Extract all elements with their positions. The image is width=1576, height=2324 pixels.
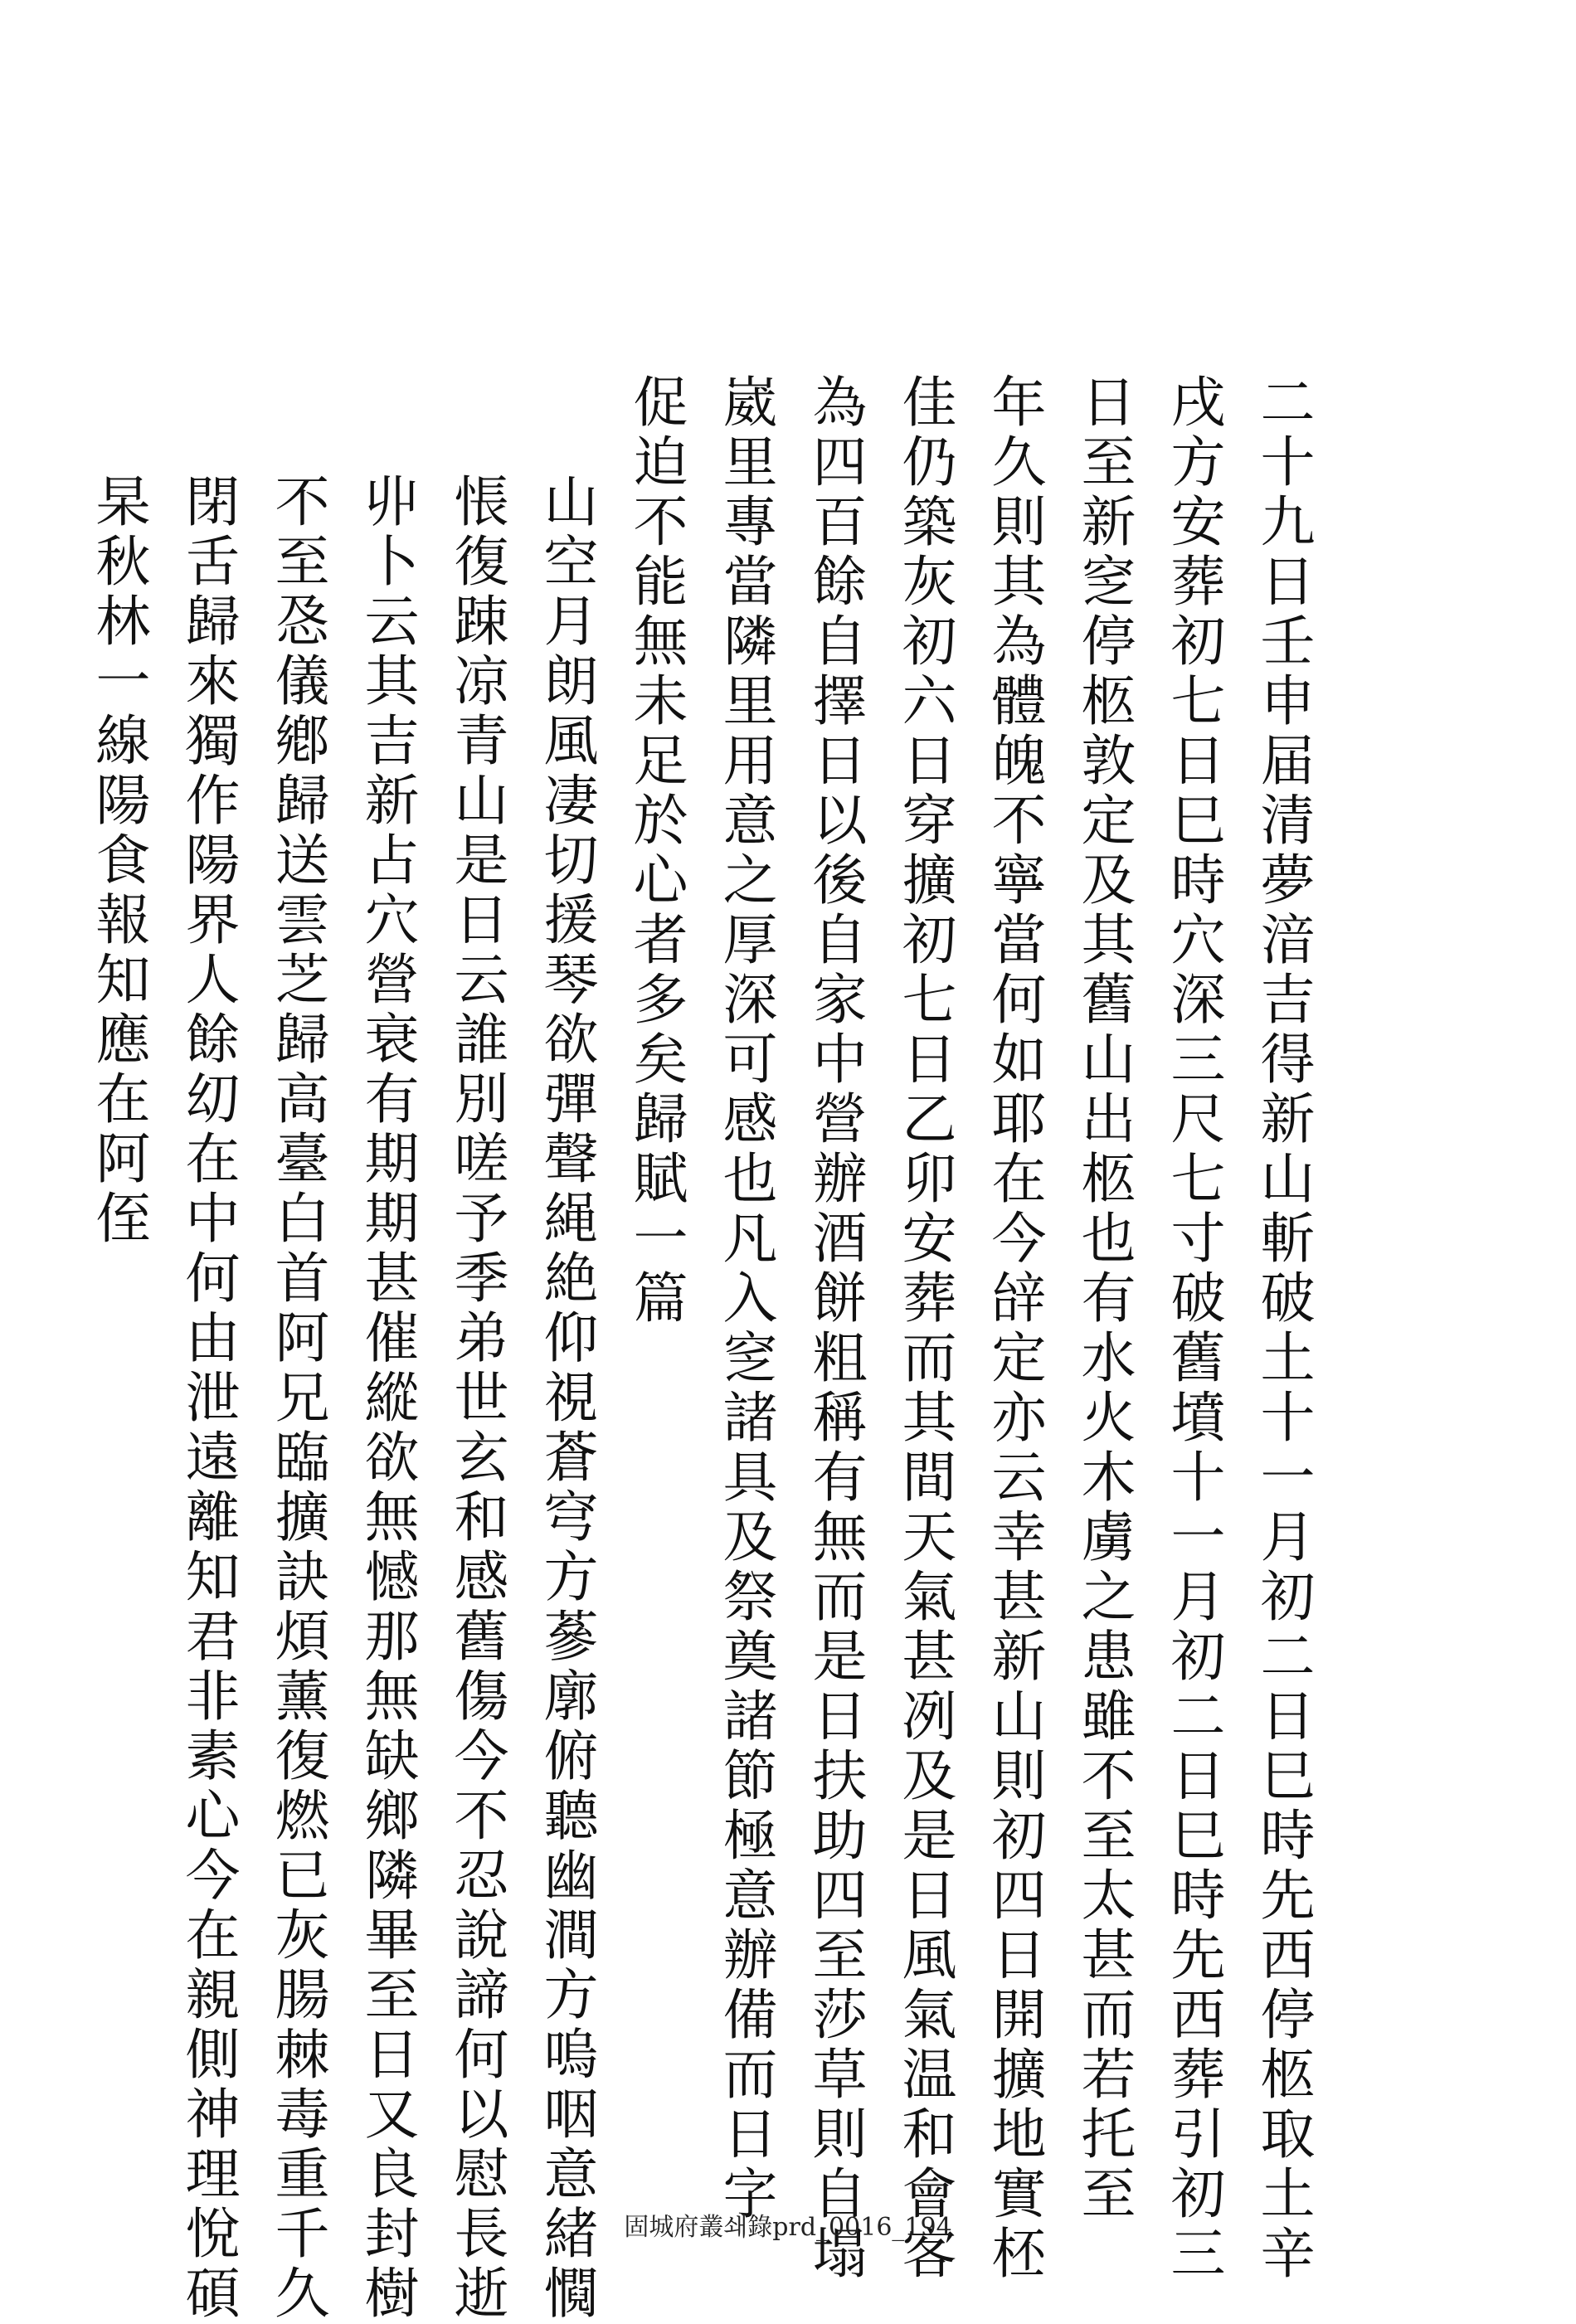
text-column: 崴里專當隣里用意之厚深可感也凡入窆諸具及祭奠諸節極意辦備而日字 (713, 373, 777, 2224)
poem-column: 閉舌歸來獨作陽界人餘㓜在中何由泄遠離知君非素心今在親側神理悅碩 (176, 473, 240, 2324)
page-footer-label: 固城府叢쇄錄prd_0016_194 (624, 2213, 952, 2242)
text-column: 二十九日壬申届清夢湆吉得新山斬破土十一月初二日巳時先西停柩取土辛 (1251, 373, 1315, 2284)
poem-column: 悵復踈凉青山是日云誰別嗟予季弟世玄和感舊傷今不忍說諦何以慰長逝 (445, 473, 508, 2324)
text-column: 戌方安葬初七日巳時穴深三尺七寸破舊墳十一月初二日巳時先西葬引初三 (1161, 373, 1225, 2284)
text-column: 日至新窆停柩敦定及其舊山出柩也有水火木虜之患雖不至太甚而若托至 (1072, 373, 1136, 2224)
poem-column: 丱卜云其吉新占穴營衰有期期甚催縱欲無憾那無缺鄉隣畢至日又良封樹 (355, 473, 419, 2324)
poem-column: 杲秋林一線陽食報知應在阿侄 (86, 473, 150, 1249)
text-column: 為四百餘自擇日以後自家中營辦酒餅粗稱有無而是日扶助四至莎草則自塌 (803, 373, 867, 2284)
poem-column: 山空月朗風凄切援琴欲彈聲䋲絶仰視蒼穹方蔘廓俯聽幽澗方嗚咽意緒㦦 (534, 473, 598, 2324)
poem-column: 不至㤂儀鄕歸送雲芝歸高臺白首阿兄臨擴訣煩薰復燃已灰腸棘毒重千久 (265, 473, 329, 2324)
text-column: 佳仍築灰初六日穿擴初七日乙卯安葬而其間天氣甚冽及是日風氣温和會客 (893, 373, 956, 2284)
text-column: 促迫不能無未足於心者多矣歸賦一篇 (624, 373, 688, 1329)
text-column: 年久則其為體魄不寧當何如耶在今辝定亦云幸甚新山則初四日開擴地實柸 (982, 373, 1046, 2284)
